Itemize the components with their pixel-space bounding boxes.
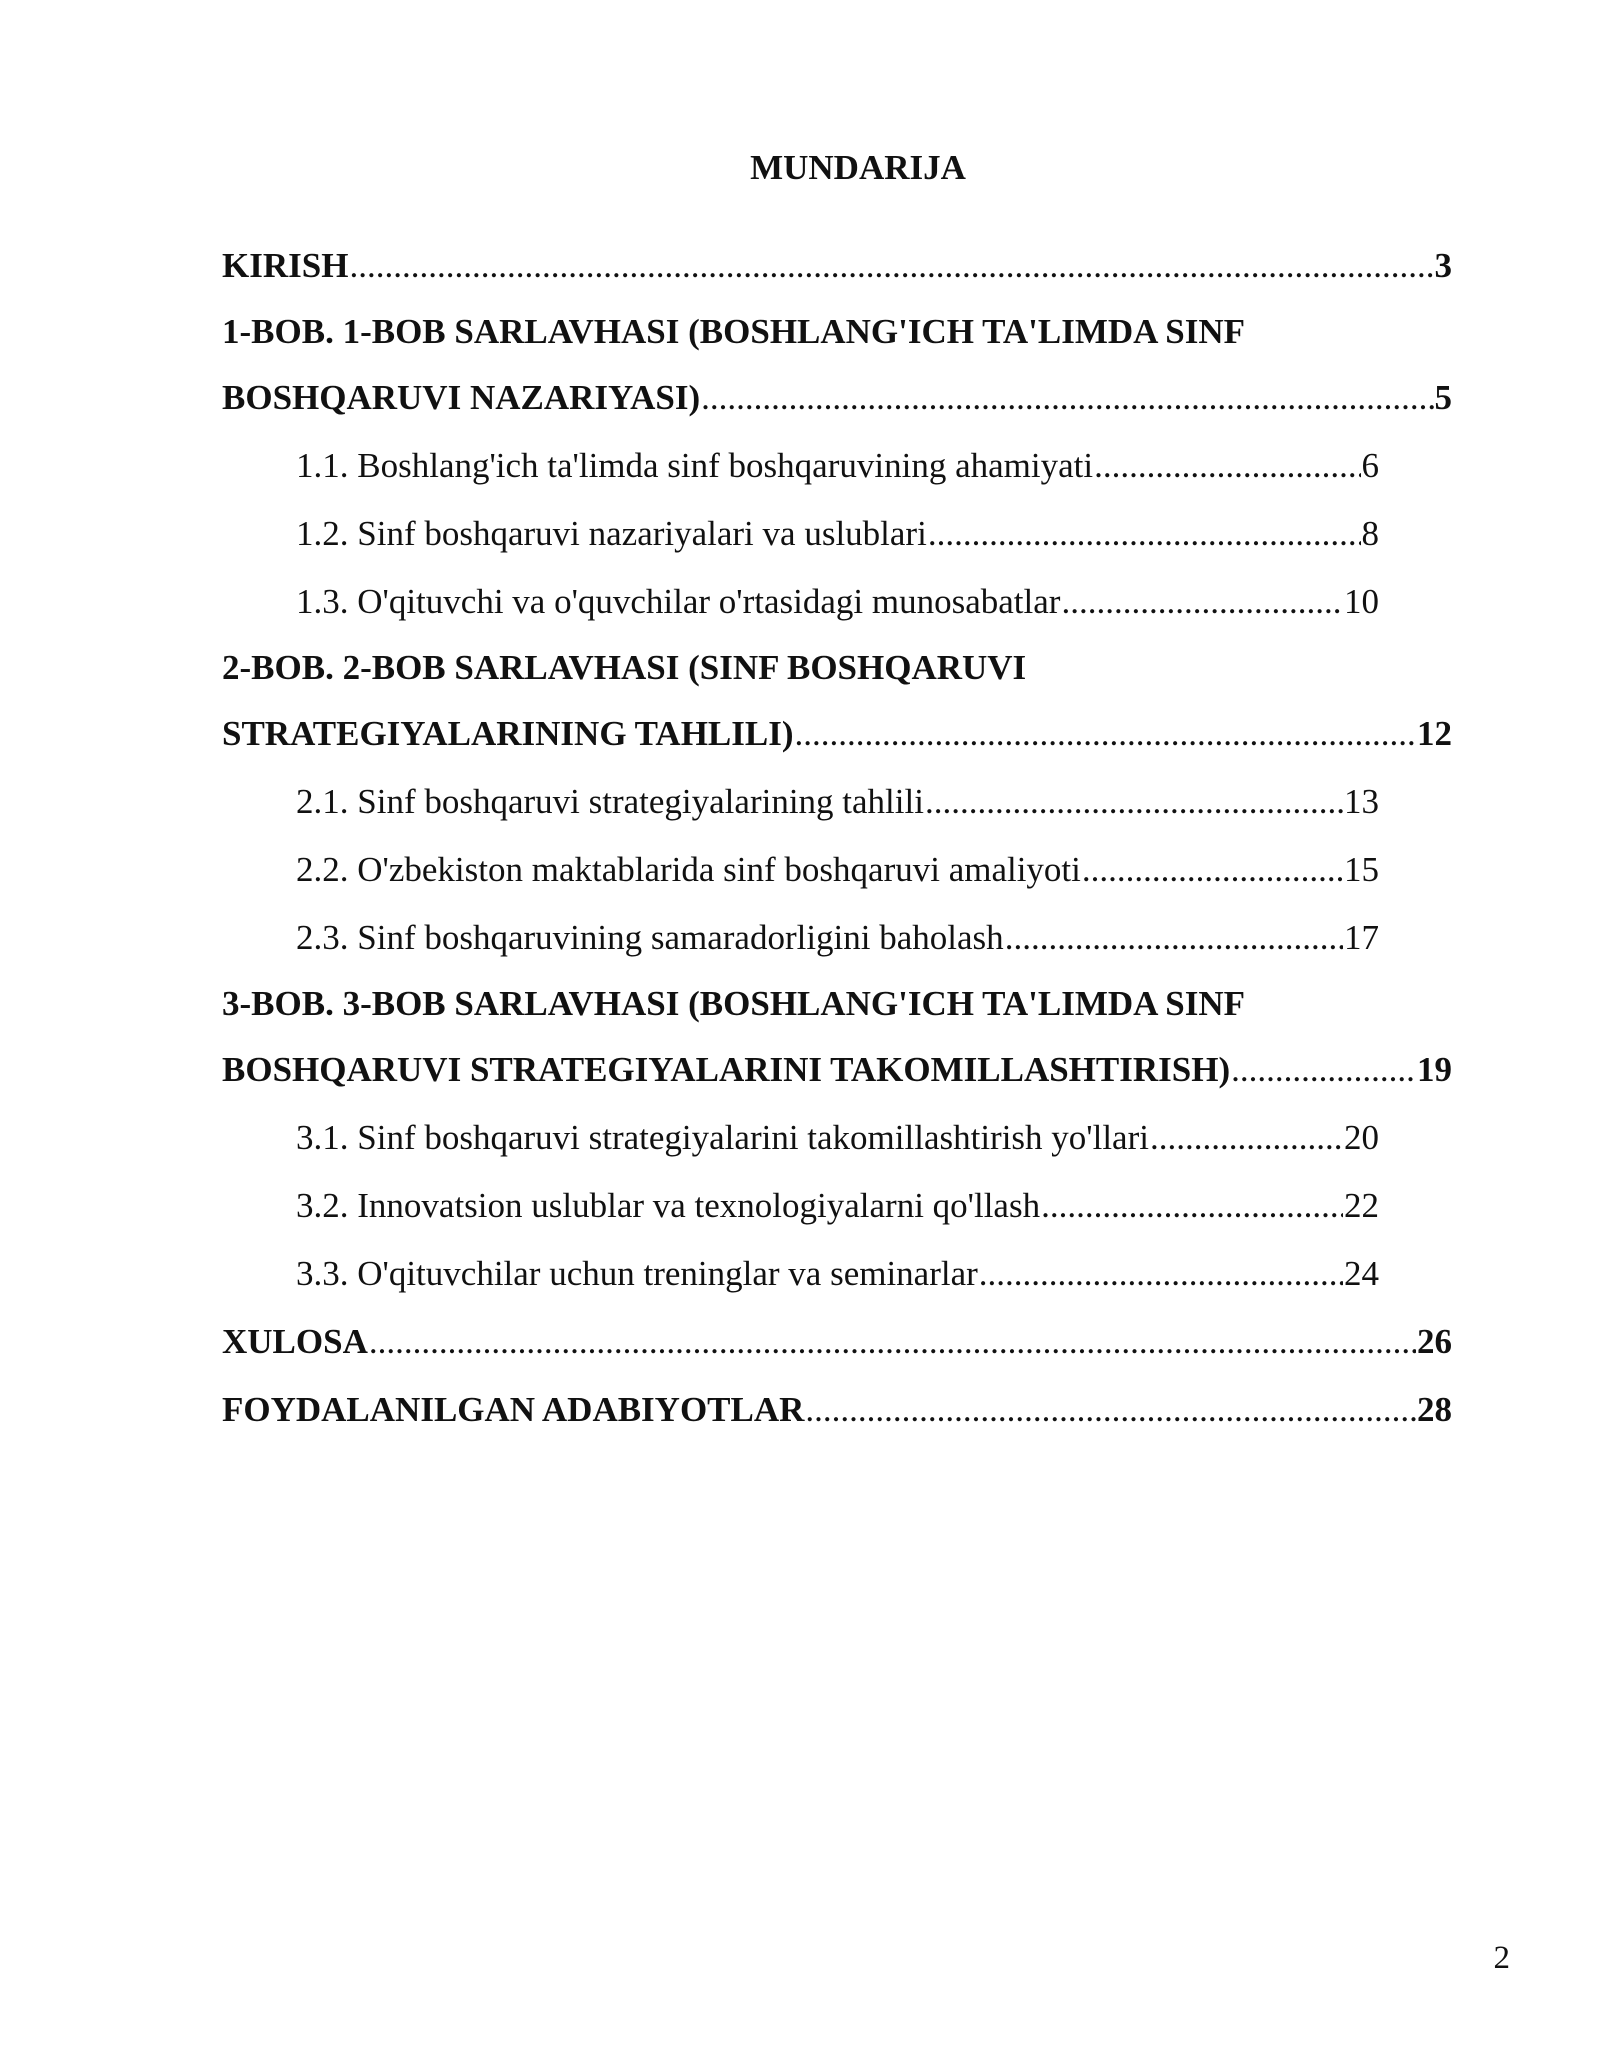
dot-leader bbox=[1061, 568, 1343, 636]
toc-entry-3-3[interactable] bbox=[296, 1240, 1379, 1308]
dot-leader bbox=[1094, 432, 1360, 500]
toc-entry-page: 17 bbox=[1344, 918, 1379, 957]
dot-leader bbox=[1150, 1104, 1343, 1172]
toc-entry-1-1[interactable] bbox=[296, 432, 1379, 500]
dot-leader bbox=[1231, 1035, 1416, 1104]
toc-entry-references[interactable] bbox=[222, 1376, 1452, 1444]
toc-entry-kirish[interactable] bbox=[222, 232, 1452, 300]
toc-entry-page: 10 bbox=[1344, 582, 1379, 621]
toc-entry-page: 19 bbox=[1417, 1050, 1452, 1089]
toc-entry-page: 8 bbox=[1361, 514, 1379, 553]
toc-entry-label: KIRISH bbox=[222, 246, 349, 285]
toc-entry-line2 bbox=[222, 699, 1452, 768]
toc-entry-3-2[interactable] bbox=[296, 1172, 1379, 1240]
toc-entry-label-line1: 3-BOB. 3-BOB SARLAVHASI (BOSHLANG'ICH TA'LIMDA SINF bbox=[222, 984, 1245, 1023]
toc-entry-2-3[interactable] bbox=[296, 904, 1379, 972]
toc-entry-label: 3.1. Sinf boshqaruvi strategiyalarini takomillashtirish yo'llari bbox=[296, 1118, 1149, 1157]
toc-entry-1-3[interactable] bbox=[296, 568, 1379, 636]
toc-entry-page: 5 bbox=[1434, 378, 1452, 417]
toc-entry-chapter-3[interactable] bbox=[222, 972, 1452, 1104]
dot-leader bbox=[925, 768, 1343, 836]
toc-entry-label: 2.2. O'zbekiston maktablarida sinf boshqaruvi amaliyoti bbox=[296, 850, 1081, 889]
dot-leader bbox=[805, 1376, 1416, 1444]
toc-entry-page: 20 bbox=[1344, 1118, 1379, 1157]
dot-leader bbox=[928, 500, 1361, 568]
toc-entry-label: 3.3. O'qituvchilar uchun treninglar va seminarlar bbox=[296, 1254, 978, 1293]
toc-entry-label-line1: 2-BOB. 2-BOB SARLAVHASI (SINF BOSHQARUVI bbox=[222, 648, 1027, 687]
toc-entry-label: XULOSA bbox=[222, 1322, 368, 1361]
toc-entry-2-1[interactable] bbox=[296, 768, 1379, 836]
toc-entry-label-line2: BOSHQARUVI STRATEGIYALARINI TAKOMILLASHTIRISH) bbox=[222, 1050, 1231, 1089]
toc-entry-page: 24 bbox=[1344, 1254, 1379, 1293]
toc-entry-page: 6 bbox=[1361, 446, 1379, 485]
toc-entry-3-1[interactable] bbox=[296, 1104, 1379, 1172]
toc-entry-xulosa[interactable] bbox=[222, 1308, 1452, 1376]
toc-entry-label-line2: BOSHQARUVI NAZARIYASI) bbox=[222, 378, 701, 417]
dot-leader bbox=[1005, 904, 1343, 972]
table-of-contents bbox=[222, 232, 1452, 1444]
toc-entry-line2 bbox=[222, 1035, 1452, 1104]
toc-entry-page: 3 bbox=[1434, 246, 1452, 285]
toc-entry-page: 22 bbox=[1344, 1186, 1379, 1225]
toc-entry-label-line2: STRATEGIYALARINING TAHLILI) bbox=[222, 714, 794, 753]
dot-leader bbox=[795, 699, 1416, 768]
toc-entry-label: 1.1. Boshlang'ich ta'limda sinf boshqaruvining ahamiyati bbox=[296, 446, 1094, 485]
toc-entry-line2 bbox=[222, 363, 1452, 432]
toc-entry-page: 13 bbox=[1344, 782, 1379, 821]
toc-entry-chapter-1[interactable] bbox=[222, 300, 1452, 432]
dot-leader bbox=[979, 1240, 1343, 1308]
dot-leader bbox=[701, 363, 1433, 432]
toc-entry-1-2[interactable] bbox=[296, 500, 1379, 568]
toc-entry-label: 1.2. Sinf boshqaruvi nazariyalari va uslublari bbox=[296, 514, 927, 553]
dot-leader bbox=[349, 232, 1433, 300]
dot-leader bbox=[369, 1308, 1416, 1376]
page-number: 2 bbox=[1493, 1940, 1510, 1976]
toc-entry-label: FOYDALANILGAN ADABIYOTLAR bbox=[222, 1390, 805, 1429]
dot-leader bbox=[1082, 836, 1343, 904]
toc-entry-label-line1: 1-BOB. 1-BOB SARLAVHASI (BOSHLANG'ICH TA'LIMDA SINF bbox=[222, 312, 1245, 351]
toc-entry-label: 2.3. Sinf boshqaruvining samaradorligini baholash bbox=[296, 918, 1004, 957]
toc-entry-label: 2.1. Sinf boshqaruvi strategiyalarining tahlili bbox=[296, 782, 924, 821]
toc-entry-page: 12 bbox=[1417, 714, 1452, 753]
dot-leader bbox=[1041, 1172, 1343, 1240]
toc-entry-2-2[interactable] bbox=[296, 836, 1379, 904]
toc-entry-page: 28 bbox=[1417, 1390, 1452, 1429]
toc-entry-chapter-2[interactable] bbox=[222, 636, 1452, 768]
page-title: MUNDARIJA bbox=[750, 148, 966, 187]
toc-entry-label: 1.3. O'qituvchi va o'quvchilar o'rtasidagi munosabatlar bbox=[296, 582, 1061, 621]
toc-entry-page: 15 bbox=[1344, 850, 1379, 889]
toc-entry-label: 3.2. Innovatsion uslublar va texnologiyalarni qo'llash bbox=[296, 1186, 1041, 1225]
toc-entry-page: 26 bbox=[1417, 1322, 1452, 1361]
